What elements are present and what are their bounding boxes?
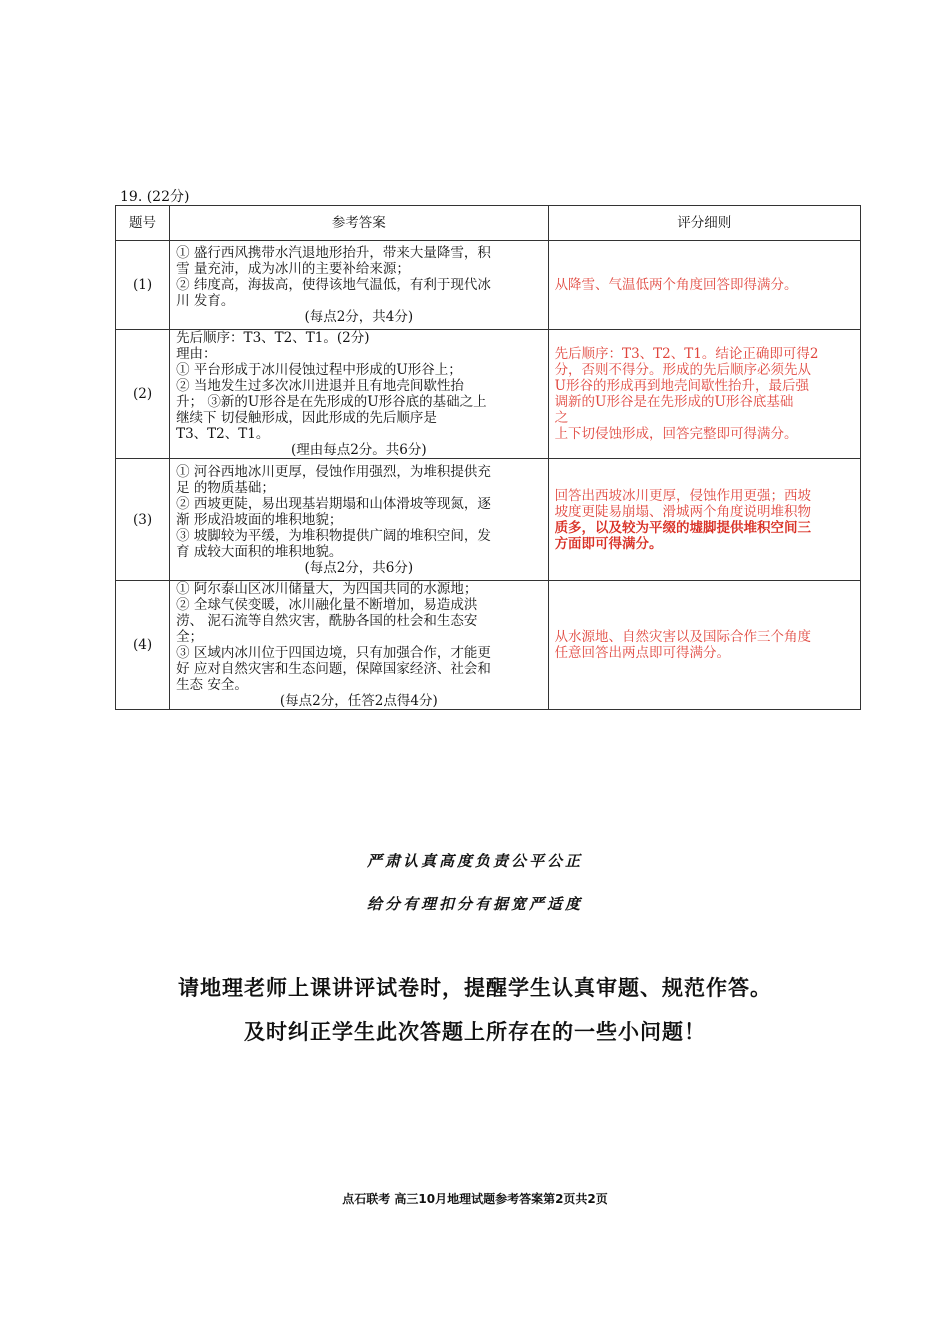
- answer-line: 好 应对自然灾害和生态问题，保障国家经济、社会和: [176, 661, 491, 677]
- motto-line-1: 严肃认真高度负责公平公正: [366, 852, 583, 870]
- answer-line: ② 西坡更陡，易出现基岩期塌和山体滑坡等现氮，逐: [176, 495, 491, 512]
- answer-line: 雪 量充沛，成为冰川的主要补给来源；: [176, 261, 410, 277]
- row-criteria: [548, 330, 860, 459]
- criteria-line: 从水源地、自然灾害以及国际合作三个角度: [554, 629, 812, 645]
- header-answer: 参考答案: [170, 206, 549, 241]
- row-answer: [170, 241, 549, 330]
- answer-line: 全；: [176, 629, 204, 645]
- row-answer: [170, 330, 549, 459]
- row-num: (2): [116, 330, 170, 459]
- answer-line: 涝、 泥石流等自然灾害，酰胁各国的杜会和生态安: [176, 613, 478, 629]
- answer-line: ① 河谷西地冰川更厚，侵蚀作用强烈，为堆积提供充: [176, 463, 491, 480]
- answer-line: 足 的物质基础；: [176, 479, 275, 496]
- row-num: (3): [116, 459, 170, 581]
- score-note: (每点2分，共4分): [304, 309, 414, 325]
- answer-line: 川 发育。: [176, 293, 235, 309]
- criteria-line-bold: 方面即可得满分。: [554, 535, 663, 552]
- criteria-line: 任意回答出两点即可得满分。: [554, 645, 731, 661]
- answer-line: ③ 坡脚较为平缓，为堆积物提供广阔的堆积空间，发: [176, 527, 491, 544]
- criteria-line: 上下切侵蚀形成，回答完整即可得满分。: [554, 426, 798, 442]
- answer-line: 渐 形成沿坡面的堆积地貌；: [176, 511, 343, 528]
- reminder-line-1: 请地理老师上课讲评试卷时，提醒学生认真审题、规范作答。: [178, 976, 772, 1000]
- answer-line: ② 纬度高，海拔高，使得该地气温低，有利于现代冰: [176, 277, 491, 293]
- answer-line: 继续下 切侵触形成，因此形成的先后顺序是: [176, 410, 437, 426]
- score-note: (每点2分，共6分): [304, 559, 414, 576]
- criteria-line: 回答出西坡冰川更厚，侵蚀作用更强；西坡: [554, 487, 812, 504]
- reminder-line-2: 及时纠正学生此次答题上所存在的一些小问题！: [244, 1020, 706, 1044]
- answer-line: 升； ③新的U形谷是在先形成的U形谷底的基础之上: [176, 394, 487, 410]
- page-footer: 点石联考 高三10月地理试题参考答案第2页共2页: [342, 1192, 608, 1206]
- table-row: [116, 581, 861, 710]
- row-criteria: [548, 459, 860, 581]
- answer-line: ① 阿尔泰山区冰川储量大，为四国共同的水源地；: [176, 581, 478, 597]
- criteria-line: 坡度更陡易崩塌、滑城两个角度说明堆积物: [554, 503, 812, 520]
- table-header-row: [116, 206, 861, 241]
- answer-line: ② 全球气侯变暖，冰川融化量不断增加，易造成洪: [176, 597, 478, 613]
- row-criteria: [548, 581, 860, 710]
- answer-line: 育 成较大面积的堆积地貌。: [176, 543, 343, 560]
- answer-line: ① 盛行西风携带水汽退地形抬升，带来大量降雪，积: [176, 245, 491, 261]
- motto-line-2: 给分有理扣分有据宽严适度: [366, 895, 583, 913]
- criteria-line: U形谷的形成再到地壳间歇性抬升，最后强: [554, 378, 809, 394]
- answer-line: T3、T2、T1。: [176, 426, 270, 442]
- answer-line: 生态 安全。: [176, 677, 248, 693]
- row-answer: [170, 581, 549, 710]
- answer-line: ② 当地发生过多次冰川进退并且有地壳间歇性抬: [176, 378, 464, 394]
- header-criteria: 评分细则: [548, 206, 860, 241]
- row-answer: [170, 459, 549, 581]
- question-heading: 19. (22分): [120, 189, 190, 205]
- score-note: (每点2分，任答2点得4分): [279, 693, 438, 709]
- table-row: [116, 459, 861, 581]
- header-num: 题号: [116, 206, 170, 241]
- answer-table: [115, 205, 861, 710]
- score-note: (理由每点2分。共6分): [290, 442, 427, 458]
- answer-line: 理由：: [176, 346, 217, 362]
- row-num: (4): [116, 581, 170, 710]
- answer-line: 先后顺序：T3、T2、T1。(2分): [176, 330, 370, 346]
- criteria-line: 从降雪、气温低两个角度回答即得满分。: [554, 277, 798, 293]
- criteria-line: 先后顺序：T3、T2、T1。结论正确即可得2: [554, 346, 819, 362]
- criteria-line: 调新的U形谷是在先形成的U形谷底基础: [554, 394, 794, 410]
- criteria-line: 之: [554, 410, 569, 426]
- row-num: (1): [116, 241, 170, 330]
- criteria-line: 分，否则不得分。形成的先后顺序必须先从: [554, 362, 812, 378]
- row-criteria: [548, 241, 860, 330]
- criteria-line-bold: 质多，以及较为平缀的墟脚提供堆积空间三: [554, 519, 812, 536]
- table-row: [116, 330, 861, 459]
- answer-line: ① 平台形成于冰川侵蚀过程中形成的U形谷上；: [176, 362, 462, 378]
- table-row: [116, 241, 861, 330]
- answer-line: ③ 区域内冰川位于四国边境，只有加强合作，才能更: [176, 645, 491, 661]
